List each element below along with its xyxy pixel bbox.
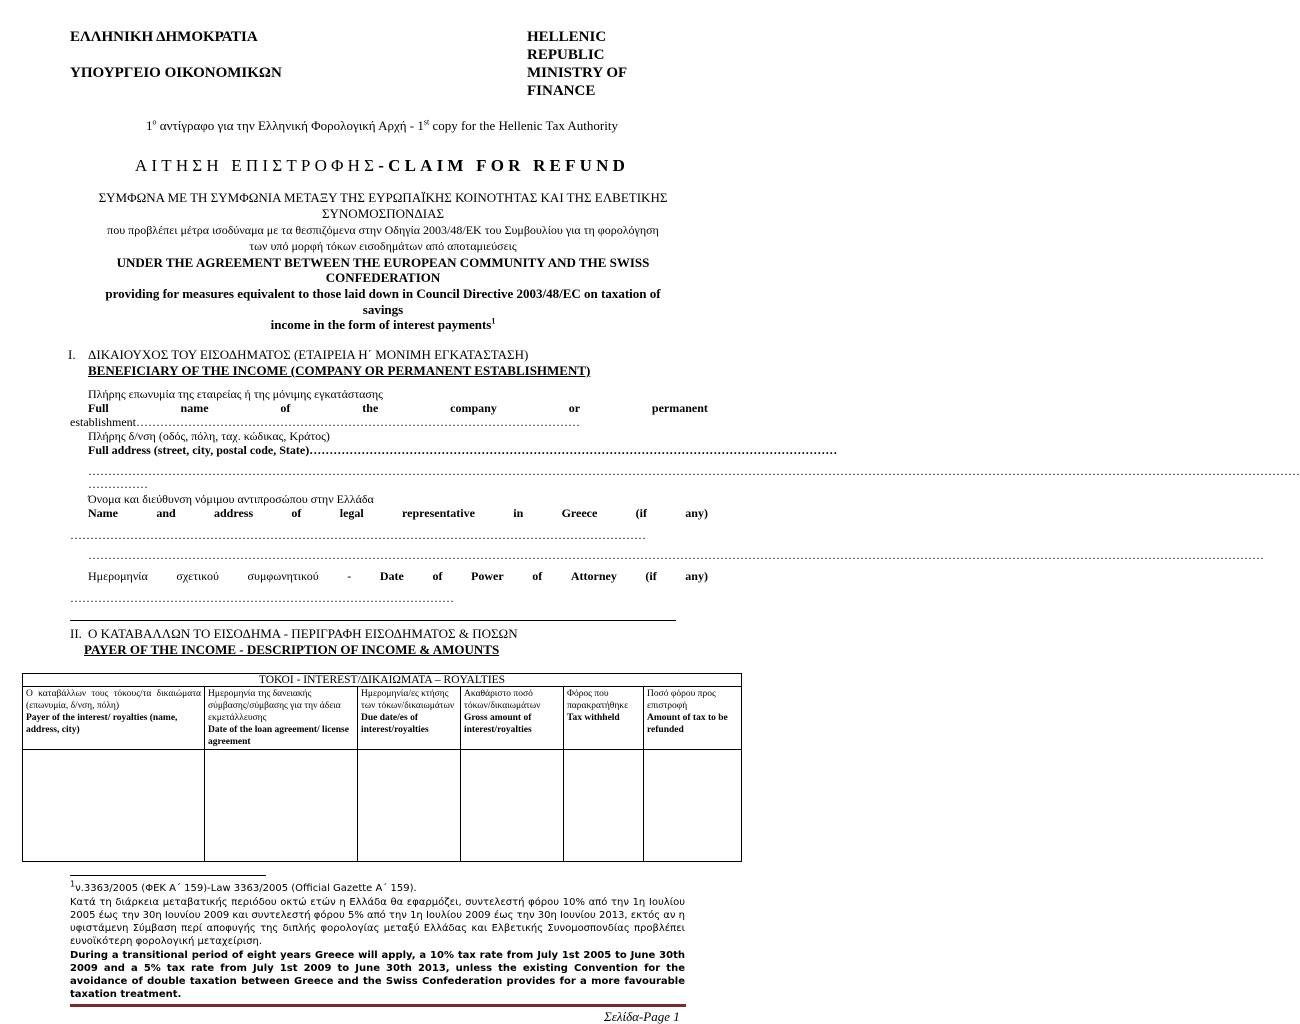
- footnote-rule: [70, 875, 266, 876]
- footnote-reference: $^1$ν.3363/2005 (ΦΕΚ Α΄ 159)-Law 3363/2005 (Official Gazette A΄ 159).: [70, 879, 417, 894]
- table-cell-tax-refund[interactable]: [644, 749, 741, 861]
- intro-gr-line3: που προβλέπει μέτρα ισοδύναμα με τα θεσπιζόμενα στην Οδηγία 2003/48/ΕΚ του Συμβουλίου για τη φορολόγηση: [107, 223, 659, 237]
- table-title: ΤΟΚΟΙ - INTEREST/ΔΙΚΑΙΩΜΑΤΑ – ROYALTIES: [23, 674, 741, 687]
- copy-line: $1^o$ αντίγραφο για την Ελληνική Φορολογική Αρχή - 1st copy for the Hellenic Tax Authority: [146, 117, 618, 133]
- table-cell-tax-withheld[interactable]: [564, 749, 644, 861]
- intro-en-line1: UNDER THE AGREEMENT BETWEEN THE EUROPEAN COMMUNITY AND THE SWISS: [116, 255, 650, 270]
- address-dots-line[interactable]: ……………………………………………………………………………………………………………………………………………………………………………………………………………………………………………………………………………: [88, 464, 1300, 478]
- footnote-greek-text: Κατά τη διάρκεια μεταβατικής περιόδου οκτώ ετών η Ελλάδα θα εφαρμόζει, συντελεστή φόρου 10% από την 1η Ιουλίου 2005 έως την 30η Ιουνίου 2009 και συντελεστή φόρου 5% από την 1η Ιουλίου 2009 έως την 30η Ιουνίου 2013, εκτός αν η υφιστάμενη Σύμβαση περί αποφυγής της διπλής φορολογίας μεταξύ Ελλάδας και Ελβετικής Συνομοσπονδίας προβλέπει ευνοϊκότερη φορολογική μεταχείριση.: [70, 897, 685, 947]
- full-name-en: Full name of the company or permanent: [88, 401, 708, 415]
- section-divider: [70, 620, 676, 621]
- intro-en-line5: income in the form of interest payments$^1$: [270, 316, 496, 332]
- representative-dots-2[interactable]: ……………………………………………………………………………………………………………………………………………………………………………………………………………………………………………………………………: [88, 548, 1264, 562]
- header-right-line4: FINANCE: [527, 83, 596, 99]
- header-right-line2: REPUBLIC: [527, 47, 605, 63]
- footnote-english-text: During a transitional period of eight years Greece will apply, a 10% tax rate from July 1st 2005 to June 30th 2009 and a 5% tax rate from July 1st 2009 to June 30th 2013, unless the existing Convention for the avoidance of double taxation between Greece and the Swiss Confederation provides for a more favourable taxation treatment.: [70, 950, 685, 1000]
- page-title: ΑΙΤΗΣΗ ΕΠΙΣΤΡΟΦΗΣ-CLAIM FOR REFUND: [134, 156, 630, 175]
- header-left-line1: ΕΛΛΗΝΙΚΗ ΔΗΜΟΚΡΑΤΙΑ: [70, 29, 258, 45]
- table-cell-loan-date[interactable]: [205, 749, 358, 861]
- establishment-field[interactable]: establishment…………………………………………………………………………………………………: [70, 415, 580, 429]
- table-header-loan-date: Ημερομηνία της δανειακής σύμβασης/σύμβασης για την άδεια εκμετάλλευσης Date of the loan agreement/ license agreement: [205, 687, 358, 749]
- representative-dots-1[interactable]: ………………………………………………………………………………………………………………………………: [70, 528, 646, 542]
- representative-gr: Όνομα και διεύθυνση νόμιμου αντιπροσώπου στην Ελλάδα: [88, 492, 374, 506]
- table-cell-due-date[interactable]: [358, 749, 461, 861]
- section1-title-gr: ΔΙΚΑΙΟΥΧΟΣ ΤΟΥ ΕΙΣΟΔΗΜΑΤΟΣ (ΕΤΑΙΡΕΙΑ Η΄ ΜΟΝΙΜΗ ΕΓΚΑΤΑΣΤΑΣΗ): [88, 347, 529, 362]
- table-header-tax-refund: Ποσό φόρου προς επιστροφή Amount of tax to be refunded: [647, 689, 728, 735]
- table-header-gross-amount: Ακαθάριστο ποσό τόκων/δικαιωμάτων Gross amount of interest/royalties: [461, 687, 564, 749]
- intro-gr-line1: ΣΥΜΦΩΝΑ ΜΕ ΤΗ ΣΥΜΦΩΝΙΑ ΜΕΤΑΞΥ ΤΗΣ ΕΥΡΩΠΑΪΚΗΣ ΚΟΙΝΟΤΗΤΑΣ ΚΑΙ ΤΗΣ ΕΛΒΕΤΙΚΗΣ: [98, 190, 668, 205]
- full-address-field[interactable]: Full address (street, city, postal code, State)……………………………………………………………………………………………………………………: [88, 443, 838, 457]
- header-right-line1: HELLENIC: [527, 29, 607, 45]
- table-header-payer: Ο καταβάλλων τους τόκους/τα δικαιώματα (επωνυμία, δ/νση, πόλη) Payer of the interest/ royalties (name, address, city): [23, 687, 205, 749]
- intro-en-line3: providing for measures equivalent to those laid down in Council Directive 2003/48/EC on taxation of: [105, 286, 661, 301]
- income-table: [22, 673, 742, 862]
- section2-title-gr: Ο ΚΑΤΑΒΑΛΛΩΝ ΤΟ ΕΙΣΟΔΗΜΑ - ΠΕΡΙΓΡΑΦΗ ΕΙΣΟΔΗΜΑΤΟΣ & ΠΟΣΩΝ: [88, 626, 518, 641]
- section1-number: I.: [68, 347, 76, 362]
- table-header-due-date: Ημερομηνία/ες κτήσης των τόκων/δικαιωμάτων Due date/es of interest/royalties: [358, 687, 461, 749]
- intro-gr-line4: των υπό μορφή τόκων εισοδημάτων από αποταμιεύσεις: [249, 239, 517, 253]
- table-cell-payer[interactable]: [23, 749, 205, 861]
- page-number: Σελίδα-Page 1: [604, 1009, 680, 1024]
- table-cell-gross-amount[interactable]: [461, 749, 564, 861]
- footer-bar: [70, 1004, 686, 1007]
- intro-gr-line2: ΣΥΝΟΜΟΣΠΟΝΔΙΑΣ: [321, 206, 445, 221]
- section2-title-en: PAYER OF THE INCOME - DESCRIPTION OF INCOME & AMOUNTS: [84, 642, 500, 657]
- header-right-line3: MINISTRY OF: [527, 65, 628, 81]
- section1-title-en: BENEFICIARY OF THE INCOME (COMPANY OR PERMANENT ESTABLISHMENT): [88, 363, 591, 378]
- intro-en-line2: CONFEDERATION: [325, 270, 441, 285]
- header-left-line2: ΥΠΟΥΡΓΕΙΟ ΟΙΚΟΝΟΜΙΚΩΝ: [70, 65, 282, 81]
- section2-number: II.: [70, 626, 82, 641]
- intro-en-line4: savings: [362, 302, 404, 317]
- address-dots-short[interactable]: ……………: [88, 477, 148, 491]
- representative-en: Name and address of legal representative in Greece (if any): [88, 506, 708, 520]
- full-name-gr: Πλήρης επωνυμία της εταιρείας ή της μόνιμης εγκατάστασης: [88, 387, 383, 401]
- full-address-gr: Πλήρης δ/νση (οδός, πόλη, ταχ. κώδικας, Κράτος): [88, 429, 330, 443]
- power-of-attorney-dots[interactable]: ……………………………………………………………………………………: [70, 591, 454, 605]
- power-of-attorney-date: Ημερομηνία σχετικού συμφωνητικού - Date of Power of Attorney (if any): [88, 569, 708, 583]
- table-header-tax-withheld: Φόρος που παρακρατήθηκε Tax withheld: [564, 687, 644, 749]
